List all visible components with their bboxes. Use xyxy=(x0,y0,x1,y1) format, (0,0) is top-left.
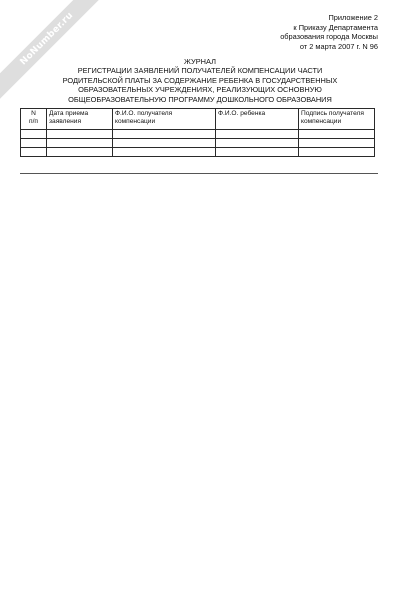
table-cell xyxy=(216,130,299,139)
table-cell xyxy=(216,148,299,157)
table-cell xyxy=(47,139,113,148)
column-header-line: компенсации xyxy=(301,118,342,126)
title-line: РЕГИСТРАЦИИ ЗАЯВЛЕНИЙ ПОЛУЧАТЕЛЕЙ КОМПЕНСАЦИИ ЧАСТИ xyxy=(77,66,323,76)
column-header-line: п/п xyxy=(29,118,38,126)
column-header-line: N xyxy=(31,110,36,117)
column-header-line: заявления xyxy=(49,118,82,126)
title-line: ЖУРНАЛ xyxy=(184,57,216,66)
column-header-signature xyxy=(299,109,375,130)
appendix-line: образования города Москвы xyxy=(280,32,378,42)
column-header-line: Дата приема xyxy=(49,110,89,117)
table-cell xyxy=(47,148,113,157)
column-header-line: Ф.И.О. получателя xyxy=(115,110,173,117)
appendix-line: Приложение 2 xyxy=(328,13,378,22)
column-header-number xyxy=(21,109,47,130)
registration-table xyxy=(20,108,375,157)
table-cell xyxy=(21,148,47,157)
table-cell xyxy=(113,139,216,148)
title-line: РОДИТЕЛЬСКОЙ ПЛАТЫ ЗА СОДЕРЖАНИЕ РЕБЕНКА В ГОСУДАРСТВЕННЫХ xyxy=(62,75,338,85)
watermark-text: NoNumber.ru xyxy=(18,10,76,68)
table-cell xyxy=(113,148,216,157)
bottom-divider xyxy=(20,173,378,174)
table-cell xyxy=(113,130,216,139)
column-header-date xyxy=(47,109,113,130)
table-row xyxy=(21,139,375,148)
table-cell xyxy=(216,139,299,148)
appendix-line: к Приказу Департамента xyxy=(293,22,378,32)
table-cell xyxy=(299,139,375,148)
table-row xyxy=(21,148,375,157)
table-header-row xyxy=(21,109,375,130)
column-header-line: компенсации xyxy=(115,118,156,126)
title-line: ОБРАЗОВАТЕЛЬНЫХ УЧРЕЖДЕНИЯХ, РЕАЛИЗУЮЩИХ ОСНОВНУЮ xyxy=(78,85,322,95)
table-cell xyxy=(299,130,375,139)
column-header-line: Подпись получателя xyxy=(301,110,364,117)
table-body xyxy=(21,130,375,157)
table-cell xyxy=(299,148,375,157)
journal-title xyxy=(20,57,380,104)
column-header-child-name xyxy=(216,109,299,130)
column-header-line: Ф.И.О. ребенка xyxy=(218,110,266,117)
appendix-line: от 2 марта 2007 г. N 96 xyxy=(299,41,378,51)
title-line: ОБЩЕОБРАЗОВАТЕЛЬНУЮ ПРОГРАММУ ДОШКОЛЬНОГО ОБРАЗОВАНИЯ xyxy=(68,94,332,104)
table-cell xyxy=(47,130,113,139)
table-cell xyxy=(21,139,47,148)
appendix-note xyxy=(280,13,378,51)
column-header-recipient-name xyxy=(113,109,216,130)
table-cell xyxy=(21,130,47,139)
table-row xyxy=(21,130,375,139)
